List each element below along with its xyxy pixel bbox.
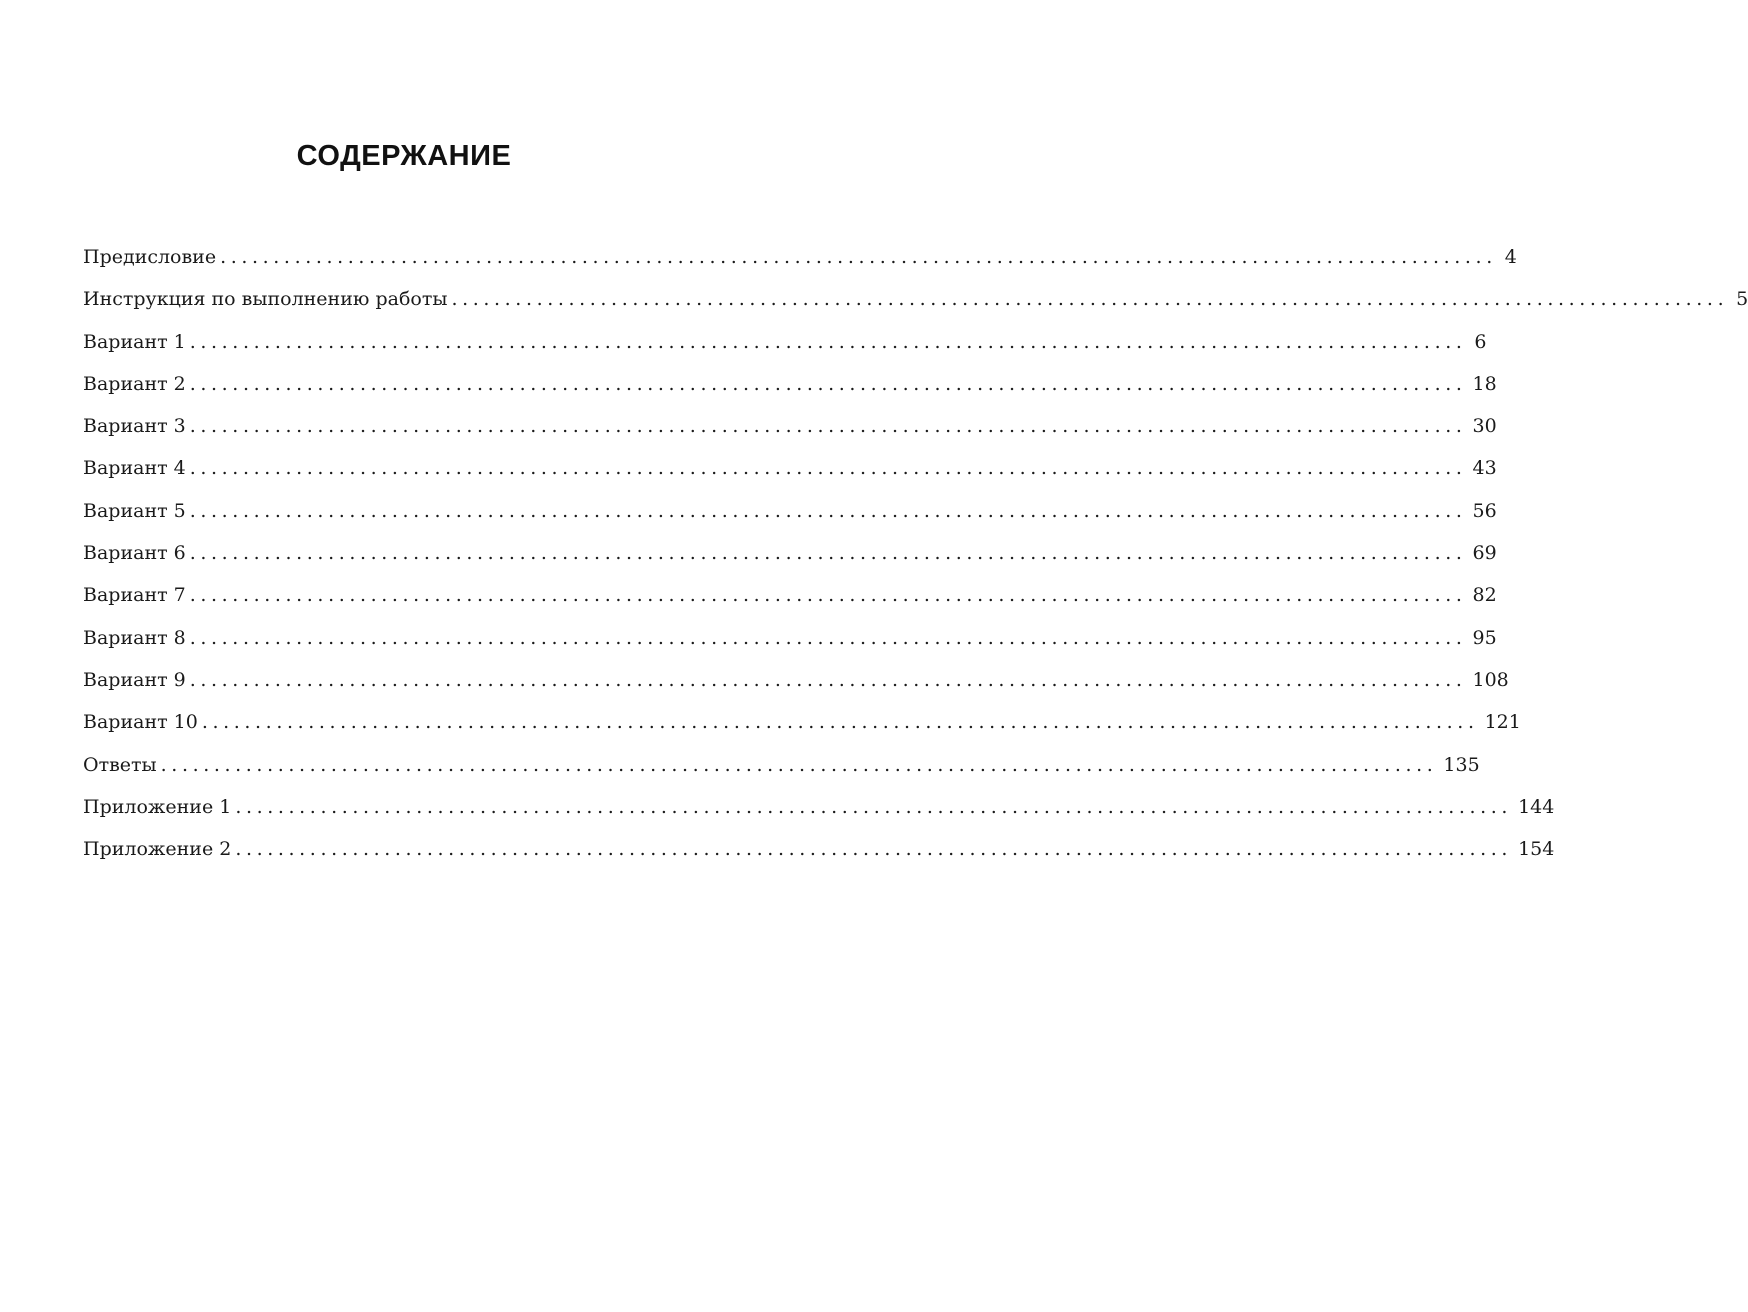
dot-leader: ........................................................................................................................ <box>220 246 1497 268</box>
toc-entry-variant-10[interactable] <box>83 707 1521 749</box>
toc-entry-page: 43 <box>1472 457 1497 480</box>
dot-leader: ........................................................................................................................ <box>235 838 1513 861</box>
dot-leader: ........................................................................................................................ <box>189 499 1467 522</box>
toc-entry-page: 18 <box>1472 372 1497 395</box>
toc-entry-label: Вариант 5 <box>83 499 186 522</box>
toc-entry-variant-4[interactable] <box>83 453 1497 495</box>
toc-entry-label: Вариант 10 <box>83 711 198 734</box>
toc-entry-label: Ответы <box>83 753 157 776</box>
toc-entry-variant-6[interactable] <box>83 538 1497 580</box>
toc-entry-page: 5 <box>1736 288 1748 311</box>
toc-entry-page: 135 <box>1443 753 1480 776</box>
dot-leader: ........................................................................................................................ <box>189 584 1467 607</box>
toc-entry-label: Предисловие <box>83 246 217 268</box>
toc-entry-page: 30 <box>1472 415 1497 438</box>
page-title: СОДЕРЖАНИЕ <box>296 140 512 172</box>
toc-entry-label: Приложение 1 <box>83 795 232 818</box>
toc-entry-variant-3[interactable] <box>83 411 1497 453</box>
dot-leader: ........................................................................................................................ <box>451 288 1729 311</box>
toc-entry-variant-1[interactable] <box>83 327 1487 369</box>
toc-entry-appendix-1[interactable] <box>83 792 1555 834</box>
toc-entry-preface[interactable] <box>83 242 1517 284</box>
toc-entry-variant-5[interactable] <box>83 496 1497 538</box>
toc-entry-page: 108 <box>1472 668 1509 691</box>
toc-entry-label: Вариант 3 <box>83 415 186 438</box>
toc-entry-label: Вариант 1 <box>83 330 186 353</box>
toc-entry-page: 144 <box>1518 795 1555 818</box>
toc-entry-label: Вариант 8 <box>83 626 186 649</box>
toc-entry-variant-9[interactable] <box>83 665 1509 707</box>
toc-entry-label: Приложение 2 <box>83 838 232 861</box>
table-of-contents <box>83 242 1748 876</box>
toc-entry-page: 6 <box>1474 330 1487 353</box>
dot-leader: ........................................................................................................................ <box>189 372 1467 395</box>
dot-leader: ........................................................................................................................ <box>160 753 1438 776</box>
dot-leader: ........................................................................................................................ <box>189 542 1467 565</box>
dot-leader: ........................................................................................................................ <box>189 668 1467 691</box>
dot-leader: ........................................................................................................................ <box>189 415 1467 438</box>
toc-entry-label: Вариант 7 <box>83 584 186 607</box>
toc-entry-variant-2[interactable] <box>83 369 1497 411</box>
toc-entry-page: 121 <box>1484 711 1521 734</box>
toc-entry-label: Вариант 6 <box>83 542 186 565</box>
toc-entry-page: 4 <box>1504 246 1517 268</box>
toc-entry-label: Вариант 9 <box>83 668 186 691</box>
toc-entry-page: 95 <box>1472 626 1497 649</box>
toc-entry-instructions[interactable] <box>83 284 1748 326</box>
dot-leader: ........................................................................................................................ <box>189 626 1467 649</box>
toc-entry-page: 69 <box>1472 542 1497 565</box>
dot-leader: ........................................................................................................................ <box>201 711 1479 734</box>
toc-entry-page: 56 <box>1472 499 1497 522</box>
toc-entry-page: 154 <box>1518 838 1555 861</box>
toc-entry-variant-8[interactable] <box>83 623 1497 665</box>
toc-entry-label: Вариант 2 <box>83 372 186 395</box>
toc-entry-label: Инструкция по выполнению работы <box>83 288 448 311</box>
dot-leader: ........................................................................................................................ <box>189 330 1467 353</box>
toc-entry-label: Вариант 4 <box>83 457 186 480</box>
dot-leader: ........................................................................................................................ <box>235 795 1513 818</box>
toc-entry-answers[interactable] <box>83 750 1480 792</box>
toc-entry-appendix-2[interactable] <box>83 834 1555 876</box>
toc-entry-variant-7[interactable] <box>83 580 1497 622</box>
dot-leader: ........................................................................................................................ <box>189 457 1467 480</box>
toc-entry-page: 82 <box>1472 584 1497 607</box>
